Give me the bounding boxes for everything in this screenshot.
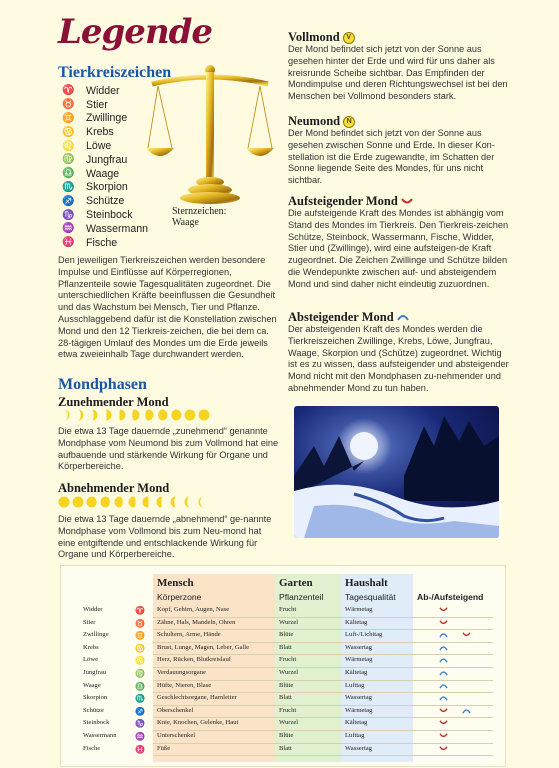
table-cell-teil: Frucht [279,606,297,613]
header-mensch-sub: Körperzone [157,592,202,602]
header-haushalt: Haushalt [345,577,388,589]
aufsteigend-title: Aufsteigender Mond [288,194,413,209]
moon-phase-icon [142,408,154,422]
ascending-moon-icon [439,606,448,613]
table-row [83,694,493,705]
moon-phase-icon [114,495,126,509]
zunehmend-text: Die etwa 13 Tage dauernde „zunehmend“ genannte Mondphase vom Neumond bis zum Vollmond hat eine aufbauende und stärkende Wirkung für Organe und Körperbereiche. [58,426,279,472]
full-moon-icon: V [343,32,355,44]
table-cell-quali: Wassertag [345,643,372,651]
table-cell-symbol: ♌ [135,656,145,666]
moon-phase-icon [170,495,182,509]
table-row [83,631,493,642]
zodiac-symbol-icon: ♏ [62,181,75,193]
table-cell-teil: Blatt [279,643,292,651]
table-row [83,745,493,756]
header-haushalt-sub: Tagesqualität [345,592,396,602]
header-mensch: Mensch [157,577,194,589]
table-cell-teil: Frucht [279,706,297,714]
row-divider [153,717,493,718]
table-cell-symbol: ♉ [135,618,145,628]
zodiac-symbol-icon: ♌ [62,140,75,152]
row-divider [153,629,493,630]
waning-moon-row [58,495,210,509]
table-cell-symbol: ♑ [135,719,145,729]
mondphasen-heading: Mondphasen [58,376,147,393]
table-cell-teil: Blüte [279,681,294,689]
table-cell-symbol: ♏ [135,694,145,704]
moon-phase-icon [170,408,182,422]
header-garten-sub: Pflanzenteil [279,592,324,602]
table-cell-quali: Wassertag [345,694,372,702]
zodiac-symbol-icon: ♓ [62,237,75,249]
table-cell-teil: Wurzel [279,618,299,626]
descending-moon-icon [439,682,448,689]
zodiac-name: Waage [86,167,120,180]
table-row [83,682,493,693]
descending-moon-icon [462,707,471,714]
descending-moon-icon [439,656,448,663]
table-cell-quali: Lufttag [345,732,365,739]
table-row [83,606,493,617]
zodiac-name: Widder [86,84,120,97]
row-divider [153,705,493,706]
table-row [83,719,493,730]
zodiac-name: Steinbock [86,209,133,222]
scale-caption: Sternzeichen: Waage [172,206,227,228]
descending-moon-icon [397,313,409,321]
moon-phase-icon [86,495,98,509]
header-auf: Ab-/Aufsteigend [417,592,484,602]
zodiac-symbol-icon: ♐ [62,195,75,207]
table-cell-quali: Wärmetag [345,656,373,664]
row-divider [153,680,493,681]
moon-phase-icon [156,408,168,422]
table-cell-teil: Wurzel [279,719,299,727]
zodiac-name: Skorpion [86,181,128,194]
row-divider [153,743,493,744]
moon-phase-icon [128,495,140,509]
table-cell-sign: Fische [83,744,101,752]
table-row [83,707,493,718]
ascending-moon-icon [462,631,471,638]
table-row [83,656,493,667]
ascending-moon-icon [439,619,448,626]
table-cell-sign: Steinbock [83,719,110,727]
absteigend-title: Absteigender Mond [288,310,409,325]
new-moon-icon: N [343,116,355,128]
table-cell-teil: Blüte [279,631,294,639]
row-divider [153,654,493,655]
abnehmend-text: Die etwa 13 Tage dauernde „abnehmend“ ge-nannte Mondphase vom Vollmond bis zum Neu-mond hat eine entgiftende und entschlackende Wirkung für Organe und Körperbereiche. [58,514,272,560]
aufsteigend-text: Die aufsteigende Kraft des Mondes ist abhängig vom Stand des Mondes im Tierkreis. Den Tierkreis-zeichen Schütze, Steinbock, Wassermann, Fische, Widder, Stier und (Zwillinge), wird eine aufsteigen-de Kraft zugeordnet. Die Zeichen Zwillinge und Schütze bilden die Wendepunkte zwischen auf- und absteigendem Mond und sind daher nicht eindeutig zuzuordnen. [288,208,509,289]
table-cell-quali: Kältetag [345,719,368,727]
table-cell-teil: Blatt [279,694,292,702]
table-cell-zone: Schultern, Arme, Hände [157,631,221,639]
moon-phase-icon [100,408,112,422]
zodiac-name: Wassermann [86,222,149,235]
table-cell-quali: Lufttag [345,681,365,689]
moon-phase-icon [72,408,84,422]
moon-phase-icon [184,408,196,422]
neumond-text: Der Mond befindet sich jetzt von der Sonne aus gesehen zwischen Sonne und Erde. In dieser Kon-stellation ist die Erde zugewandte, im Schatten der Sonne liegende Seite des Mondes, für uns nicht sichtbar. [288,128,495,186]
absteigend-text: Der absteigenden Kraft des Mondes werden die Tierkreiszeichen Zwillinge, Krebs, Löwe, Jungfrau, Waage, Skorpion und (Schütze) zugeordnet. Wichtig ist es zu wissen, dass aufsteigender und absteigender Mond nicht mit den Mondphasen zu-nehmender und abnehmender Mond zu tun haben. [288,324,509,393]
zodiac-name: Schütze [86,195,125,208]
table-cell-teil: Wurzel [279,669,299,676]
neumond-title: Neumond N [288,114,355,129]
moon-phase-icon [156,495,168,509]
table-row [83,732,493,743]
winter-night-photo [294,406,499,538]
table-cell-symbol: ♒ [135,732,145,741]
page-title: Legende [58,12,213,52]
zodiac-item [62,222,172,236]
table-cell-sign: Jungfrau [83,669,107,676]
table-cell-sign: Löwe [83,656,99,664]
table-cell-symbol: ♓ [135,744,145,754]
table-cell-zone: Geschlechtsorgane, Harnleiter [157,694,237,702]
table-cell-quali: Kältetag [345,669,368,676]
ascending-moon-icon [439,719,448,726]
table-cell-sign: Stier [83,618,96,626]
zodiac-name: Jungfrau [86,153,128,166]
table-cell-symbol: ♐ [135,706,145,716]
table-cell-zone: Herz, Rücken, Blutkreislauf [157,656,231,664]
zodiac-table [60,565,506,767]
row-divider [153,667,493,668]
descending-moon-icon [439,669,448,676]
moon-phase-icon [198,495,210,509]
descending-moon-icon [439,644,448,651]
descending-moon-icon [439,694,448,701]
tierkreis-paragraph: Den jeweiligen Tierkreiszeichen werden besondere Impulse und Einflüsse auf Körperregionen, Pflanzenteile sowie Tagesqualitäten zugeordnet. Die unterschiedlichen Kräfte beeinflussen die Gesundheit und das Wachstum bei Mensch, Tier und Pflanze. Ausschlaggebend dafür ist die Konstellation zwischen Mond und den 12 Tierkreis-zeichen, die bei dem ca. 28-tägigen Umlauf des Mondes um die Erde jeweils etwa zweieinhalb Tage durchwandert werden. [58,255,277,360]
moon-phase-icon [72,495,84,509]
ascending-moon-icon [439,707,448,714]
table-row [83,669,493,680]
table-cell-sign: Waage [83,681,101,689]
ascending-moon-icon [439,745,448,752]
moon-phase-icon [142,495,154,509]
table-cell-symbol: ♊ [135,631,145,641]
table-cell-symbol: ♋ [135,643,145,653]
table-cell-sign: Skorpion [83,694,108,702]
table-cell-symbol: ♈ [135,606,145,615]
tierkreis-heading: Tierkreiszeichen [58,64,172,81]
ascending-moon-icon [401,197,413,205]
abnehmend-title: Abnehmender Mond [58,481,170,495]
row-divider [153,617,493,618]
table-cell-quali: Kältetag [345,618,368,626]
scale-image [146,64,276,208]
moon-phase-icon [184,495,196,509]
moon-phase-icon [114,408,126,422]
table-cell-zone: Füße [157,744,171,752]
table-cell-sign: Zwillinge [83,631,109,639]
moon-phase-icon [58,495,70,509]
moon-phase-icon [100,495,112,509]
table-cell-sign: Schütze [83,706,104,714]
table-cell-symbol: ♍ [135,669,145,678]
table-cell-quali: Wärmetag [345,706,373,714]
table-cell-teil: Blatt [279,744,292,752]
table-cell-quali: Luft-/Lichttag [345,631,383,639]
zodiac-symbol-icon: ♊ [62,112,75,124]
table-cell-sign: Widder [83,606,103,613]
table-cell-zone: Knie, Knochen, Gelenke, Haut [157,719,239,727]
table-cell-teil: Frucht [279,656,297,664]
table-cell-zone: Unterschenkel [157,732,196,739]
table-cell-zone: Hüfte, Nieren, Blase [157,681,212,689]
table-cell-sign: Wassermann [83,732,117,739]
vollmond-text: Der Mond befindet sich jetzt von der Sonne aus gesehen hinter der Erde und wird für uns daher als kreisrunde Scheibe sichtbar. Das Empfinden der Mondimpulse und deren Richtungswechsel ist bei den Menschen bei Vollmond besonders stark. [288,44,508,102]
table-row [83,619,493,630]
row-divider [153,642,493,643]
zodiac-name: Löwe [86,140,112,153]
table-cell-teil: Blüte [279,732,294,739]
zodiac-item [62,208,172,222]
table-cell-zone: Oberschenkel [157,706,194,714]
vollmond-title: Vollmond V [288,30,355,45]
zodiac-symbol-icon: ♒ [62,223,75,235]
zodiac-name: Krebs [86,126,114,139]
table-cell-zone: Kopf, Gehirn, Augen, Nase [157,606,230,613]
zodiac-name: Fische [86,236,118,249]
row-divider [153,692,493,693]
waxing-moon-row [58,408,210,422]
zodiac-symbol-icon: ♑ [62,209,75,221]
zodiac-name: Stier [86,98,108,111]
zodiac-symbol-icon: ♈ [62,85,75,97]
moon-phase-icon [58,408,70,422]
table-cell-zone: Verdauungsorgane [157,669,206,676]
table-cell-quali: Wärmetag [345,606,373,613]
header-garten: Garten [279,577,313,589]
moon-phase-icon [86,408,98,422]
zodiac-symbol-icon: ♋ [62,126,75,138]
ascending-moon-icon [439,732,448,739]
zodiac-symbol-icon: ♎ [62,168,75,180]
zodiac-name: Zwillinge [86,112,128,125]
row-divider [153,730,493,731]
descending-moon-icon [439,631,448,638]
table-cell-symbol: ♎ [135,681,145,691]
moon-phase-icon [198,408,210,422]
zodiac-symbol-icon: ♉ [62,99,75,111]
moon-phase-icon [128,408,140,422]
zunehmend-title: Zunehmender Mond [58,395,169,409]
table-cell-quali: Wassertag [345,744,372,752]
row-divider [153,755,493,756]
table-cell-zone: Zähne, Hals, Mandeln, Ohren [157,618,236,626]
table-cell-zone: Brust, Lunge, Magen, Leber, Galle [157,643,250,651]
zodiac-item [62,236,172,250]
table-cell-sign: Krebs [83,643,99,651]
zodiac-symbol-icon: ♍ [62,154,75,166]
table-row [83,644,493,655]
